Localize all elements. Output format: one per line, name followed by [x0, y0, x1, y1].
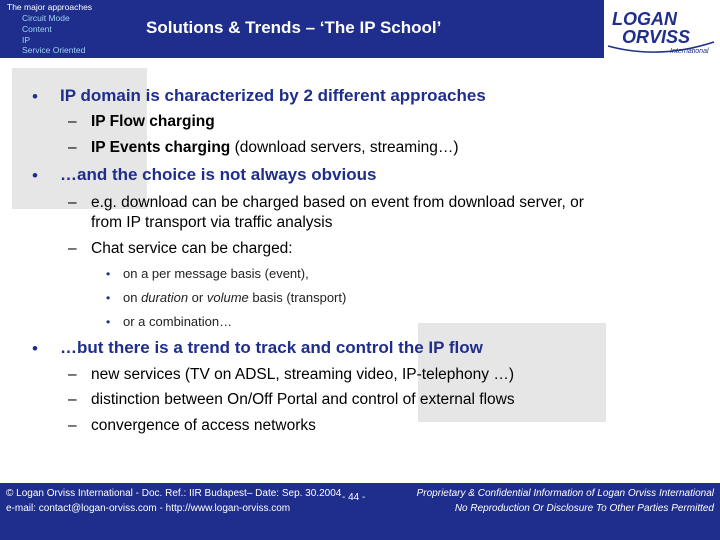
bullet-2-2-2-dot: • [106, 291, 111, 305]
bullet-2-2-2-part-a: on [123, 290, 142, 305]
bullet-3-3-text: convergence of access networks [91, 417, 316, 434]
bullet-2-2-3-text: or a combination… [123, 314, 233, 329]
bullet-2-marker: • [32, 166, 38, 185]
bullet-2-2-dash: – [68, 240, 77, 257]
footer-no-reproduction: No Reproduction Or Disclosure To Other Parties Permitted [454, 503, 714, 514]
bullet-3-2-dash: – [68, 391, 77, 408]
nav-item-content[interactable]: Content [22, 24, 52, 34]
nav-heading: The major approaches [7, 2, 93, 12]
footer-confidential: Proprietary & Confidential Information of Logan Orviss International [416, 488, 714, 499]
nav-item-circuit-mode[interactable]: Circuit Mode [22, 13, 70, 23]
footer-copyright: © Logan Orviss International - Doc. Ref.: IIR Budapest– Date: Sep. 30.2004 [6, 488, 342, 499]
page-number: - 44 - [342, 492, 366, 503]
bullet-2-2-3-dot: • [106, 315, 111, 329]
bullet-2-1-text-line2: from IP transport via traffic analysis [91, 214, 333, 231]
bullet-1-1-bold: IP Flow charging [91, 113, 215, 130]
bullet-1-2-rest: (download servers, streaming…) [230, 139, 459, 156]
bullet-3-3-dash: – [68, 417, 77, 434]
nav-item-service-oriented[interactable]: Service Oriented [22, 45, 86, 55]
bullet-2-2-2-part-c: or [188, 290, 207, 305]
bullet-3-2-text: distinction between On/Off Portal and control of external flows [91, 391, 515, 408]
bullet-3-marker: • [32, 339, 38, 358]
logo-word-international: International [670, 48, 709, 55]
bullet-2-2-2-volume: volume [206, 290, 249, 305]
logo-word-logan: LOGAN [612, 9, 677, 29]
bullet-2-2-2-duration: duration [141, 290, 189, 305]
nav-item-ip[interactable]: IP [22, 35, 31, 45]
bullet-2-2-1-dot: • [106, 267, 111, 281]
bullet-3-1-text: new services (TV on ADSL, streaming video, IP-telephony …) [91, 366, 514, 383]
bullet-2-2-1-text: on a per message basis (event), [123, 266, 309, 281]
bullet-1-text: IP domain is characterized by 2 different approaches [60, 86, 486, 105]
slide-title: Solutions & Trends – ‘The IP School’ [146, 18, 442, 37]
bullet-2-text: …and the choice is not always obvious [60, 165, 377, 184]
bullet-2-1-text-line1: e.g. download can be charged based on event from download server, or [91, 194, 584, 211]
footer-bar [0, 483, 720, 540]
bullet-2-2-2-part-e: basis (transport) [248, 290, 347, 305]
bullet-2-2-text: Chat service can be charged: [91, 240, 293, 257]
bullet-3-1-dash: – [68, 366, 77, 383]
bullet-1-2-bold: IP Events charging [91, 139, 231, 156]
logo-word-orviss: ORVISS [622, 27, 691, 47]
bullet-1-marker: • [32, 87, 38, 106]
bullet-1-1-text [91, 113, 215, 131]
bullet-2-2-2-text [123, 290, 346, 305]
bullet-2-1-dash: – [68, 194, 77, 211]
footer-contact: e-mail: contact@logan-orviss.com - http://www.logan-orviss.com [6, 503, 291, 514]
bullet-3-text: …but there is a trend to track and control the IP flow [60, 338, 483, 357]
bullet-1-2-dash: – [68, 139, 77, 156]
bullet-1-1-dash: – [68, 113, 77, 130]
bullet-1-2-text [91, 139, 459, 157]
